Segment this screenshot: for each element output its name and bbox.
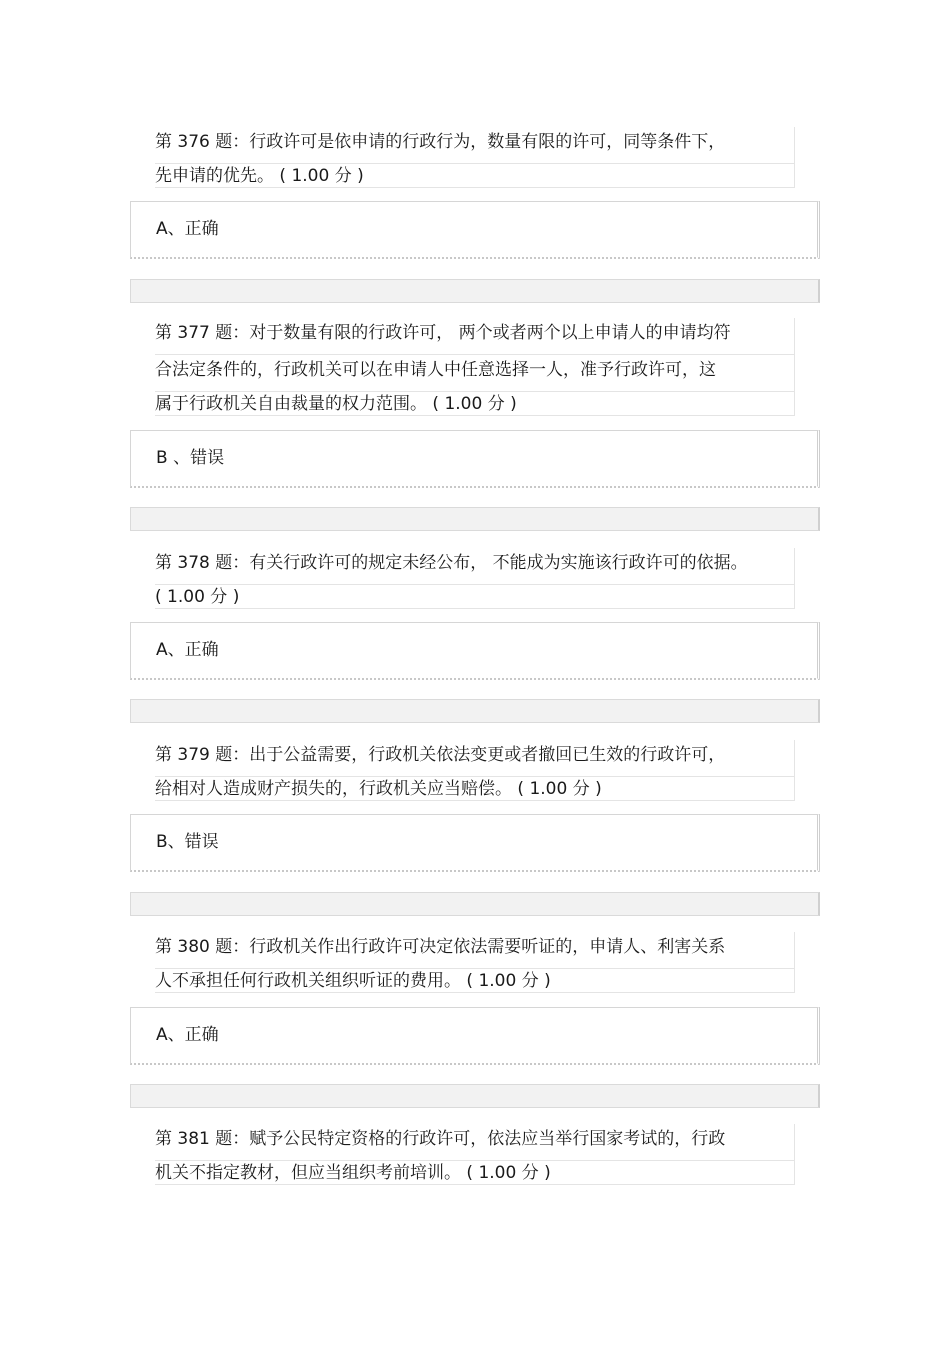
question-text-line: 给相对人造成财产损失的，行政机关应当赔偿。 ( 1.00 分 ) bbox=[155, 777, 795, 801]
question-376 bbox=[155, 127, 795, 188]
answer-text: A、正确 bbox=[156, 640, 219, 660]
question-text-line: 第 381 题：赋予公民特定资格的行政许可，依法应当举行国家考试的，行政 bbox=[155, 1124, 795, 1161]
question-text-line: 属于行政机关自由裁量的权力范围。 ( 1.00 分 ) bbox=[155, 392, 795, 416]
question-separator bbox=[130, 892, 820, 916]
question-separator bbox=[130, 1084, 820, 1108]
question-text-line: 合法定条件的，行政机关可以在申请人中任意选择一人，准予行政许可，这 bbox=[155, 355, 795, 392]
question-381 bbox=[155, 1124, 795, 1185]
question-text-line: ( 1.00 分 ) bbox=[155, 585, 795, 609]
answer-option[interactable] bbox=[130, 622, 820, 680]
answer-option[interactable] bbox=[130, 1007, 820, 1065]
question-380 bbox=[155, 932, 795, 993]
question-379 bbox=[155, 740, 795, 801]
question-separator bbox=[130, 279, 820, 303]
question-text-line: 人不承担任何行政机关组织听证的费用。 ( 1.00 分 ) bbox=[155, 969, 795, 993]
question-377 bbox=[155, 318, 795, 416]
question-text-line: 机关不指定教材，但应当组织考前培训。 ( 1.00 分 ) bbox=[155, 1161, 795, 1185]
answer-text: A、正确 bbox=[156, 219, 219, 239]
question-text-line: 先申请的优先。 ( 1.00 分 ) bbox=[155, 164, 795, 188]
answer-option[interactable] bbox=[130, 430, 820, 488]
question-text-line: 第 379 题：出于公益需要，行政机关依法变更或者撤回已生效的行政许可， bbox=[155, 740, 795, 777]
question-text-line: 第 378 题：有关行政许可的规定未经公布， 不能成为实施该行政许可的依据。 bbox=[155, 548, 795, 585]
question-separator bbox=[130, 507, 820, 531]
question-378 bbox=[155, 548, 795, 609]
answer-option[interactable] bbox=[130, 814, 820, 872]
answer-text: A、正确 bbox=[156, 1025, 219, 1045]
question-text-line: 第 376 题：行政许可是依申请的行政行为，数量有限的许可，同等条件下， bbox=[155, 127, 795, 164]
question-text-line: 第 377 题：对于数量有限的行政许可， 两个或者两个以上申请人的申请均符 bbox=[155, 318, 795, 355]
question-text-line: 第 380 题：行政机关作出行政许可决定依法需要听证的，申请人、利害关系 bbox=[155, 932, 795, 969]
answer-text: B 、错误 bbox=[156, 448, 225, 468]
question-separator bbox=[130, 699, 820, 723]
answer-option[interactable] bbox=[130, 201, 820, 259]
answer-text: B、错误 bbox=[156, 832, 219, 852]
